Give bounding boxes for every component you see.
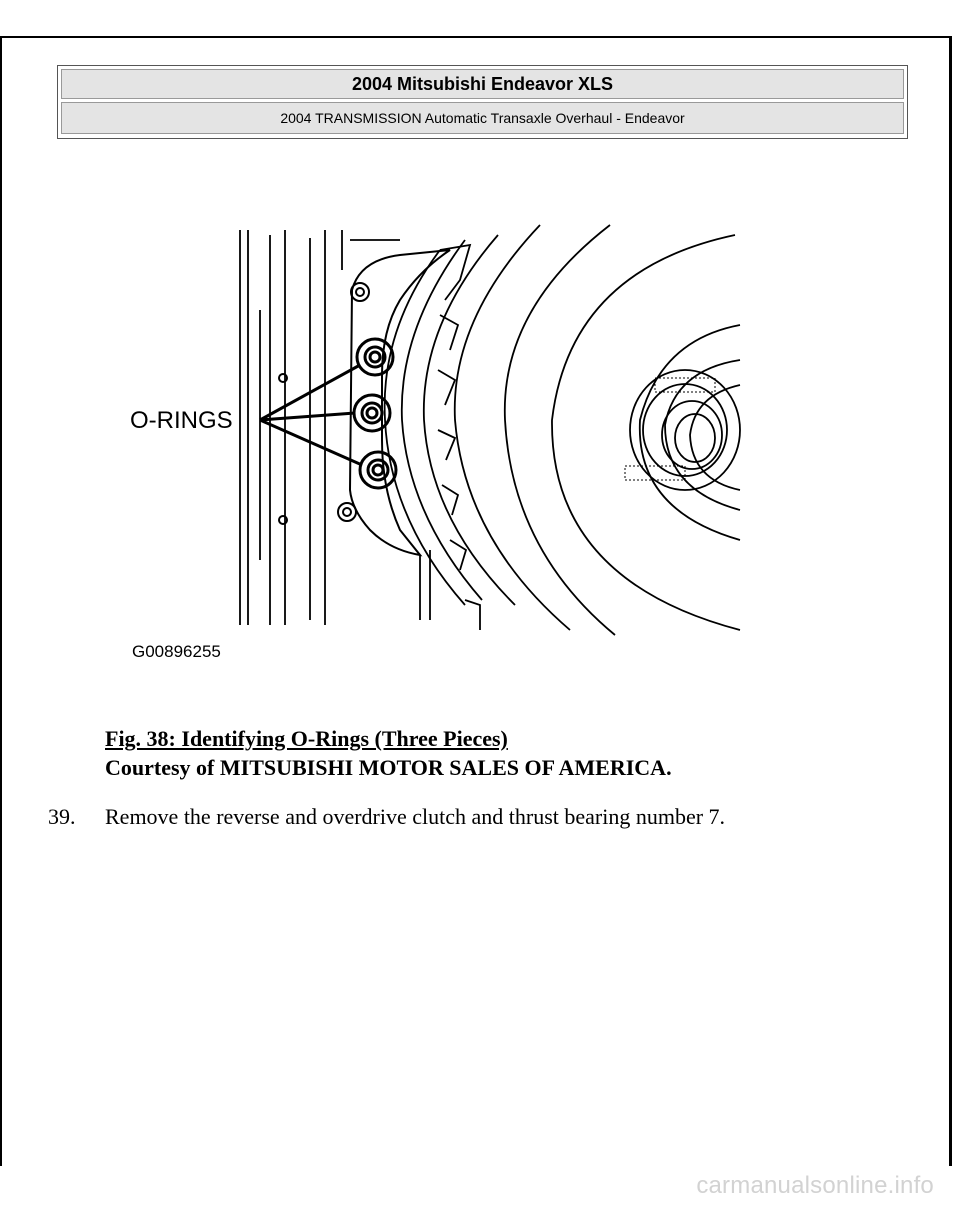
header-title: 2004 Mitsubishi Endeavor XLS (61, 69, 904, 99)
figure-image-code: G00896255 (132, 642, 221, 661)
figure-title-link[interactable]: Fig. 38: Identifying O-Rings (Three Pieces) (105, 726, 508, 751)
header-subtitle: 2004 TRANSMISSION Automatic Transaxle Overhaul - Endeavor (61, 102, 904, 134)
step-text: Remove the reverse and overdrive clutch and thrust bearing number 7. (105, 804, 726, 829)
callout-label-o-rings: O-RINGS (130, 407, 233, 434)
figure-courtesy: Courtesy of MITSUBISHI MOTOR SALES OF AMERICA. (105, 755, 672, 780)
clutch-drum (385, 225, 740, 635)
figure-caption (105, 724, 672, 782)
figure-o-rings-diagram (120, 210, 745, 665)
housing-lines (240, 230, 430, 625)
step-number: 39. (48, 804, 76, 829)
housing-plate (350, 250, 450, 555)
o-ring-bottom (360, 452, 396, 488)
callout-leaders (260, 365, 362, 465)
procedure-step (48, 802, 928, 831)
watermark: carmanualsonline.info (696, 1172, 934, 1199)
document-header (57, 65, 908, 139)
